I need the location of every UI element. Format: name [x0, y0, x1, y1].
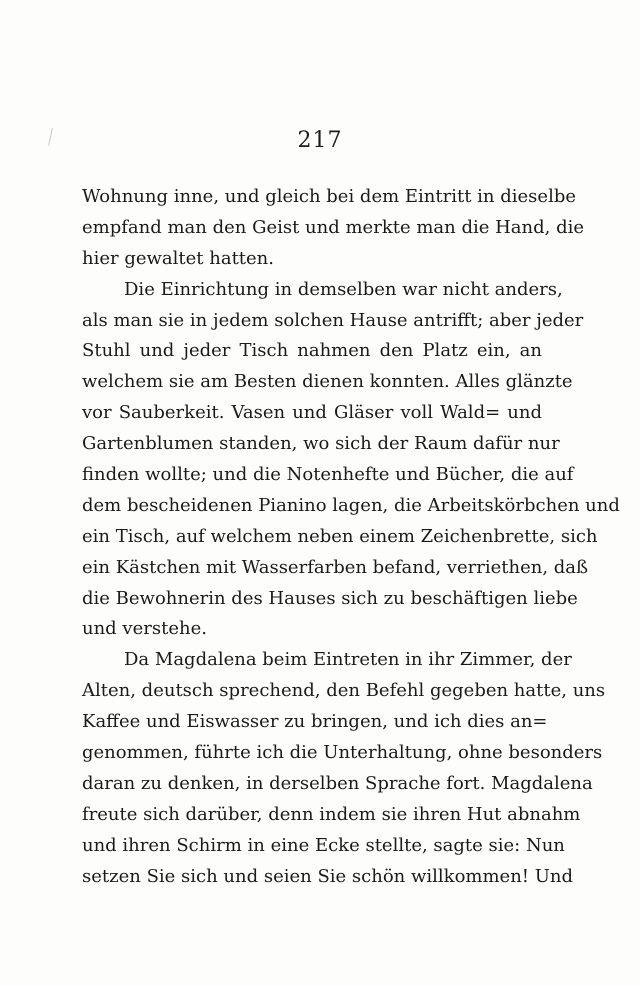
text-line: Die Einrichtung in demselben war nicht anders,: [124, 278, 563, 300]
page-number: 217: [297, 128, 343, 153]
text-line: Alten, deutsch sprechend, den Befehl gegeben hatte, uns: [82, 680, 606, 702]
text-line: empfand man den Geist und merkte man die Hand, die: [82, 216, 585, 238]
text-line: dem bescheidenen Pianino lagen, die Arbeitskörbchen und: [82, 494, 620, 516]
text-line: Gartenblumen standen, wo sich der Raum dafür nur: [82, 433, 560, 455]
text-line: freute sich darüber, denn indem sie ihren Hut abnahm: [82, 803, 581, 825]
text-line: genommen, führte ich die Unterhaltung, ohne besonders: [82, 742, 603, 764]
text-line: Wohnung inne, und gleich bei dem Eintritt in dieselbe: [82, 186, 576, 207]
text-line: daran zu denken, in derselben Sprache fort. Magdalena: [82, 772, 593, 794]
text-line: welchem sie am Besten dienen konnten. Alles glänzte: [82, 371, 573, 393]
body-text: [82, 182, 620, 892]
text-line: ein Kästchen mit Wasserfarben befand, verriethen, daß: [82, 556, 589, 578]
text-line: Stuhl und jeder Tisch nahmen den Platz ein, an: [82, 340, 542, 362]
text-line: Kaffee und Eiswasser zu bringen, und ich dies an=: [82, 711, 548, 733]
text-line: als man sie in jedem solchen Hause antrifft; aber jeder: [82, 309, 584, 331]
text-line: vor Sauberkeit. Vasen und Gläser voll Wald= und: [82, 402, 542, 424]
text-line: und ihren Schirm in eine Ecke stellte, sagte sie: Nun: [82, 834, 565, 856]
text-line: hier gewaltet hatten.: [82, 247, 274, 269]
text-line: und verstehe.: [82, 618, 207, 640]
text-line: setzen Sie sich und seien Sie schön willkommen! Und: [82, 865, 574, 887]
text-line: Da Magdalena beim Eintreten in ihr Zimmer, der: [124, 649, 572, 671]
text-line: finden wollte; und die Notenhefte und Bücher, die auf: [82, 464, 574, 486]
text-line: ein Tisch, auf welchem neben einem Zeichenbrette, sich: [82, 525, 598, 547]
text-line: die Bewohnerin des Hauses sich zu beschäftigen liebe: [82, 587, 578, 609]
